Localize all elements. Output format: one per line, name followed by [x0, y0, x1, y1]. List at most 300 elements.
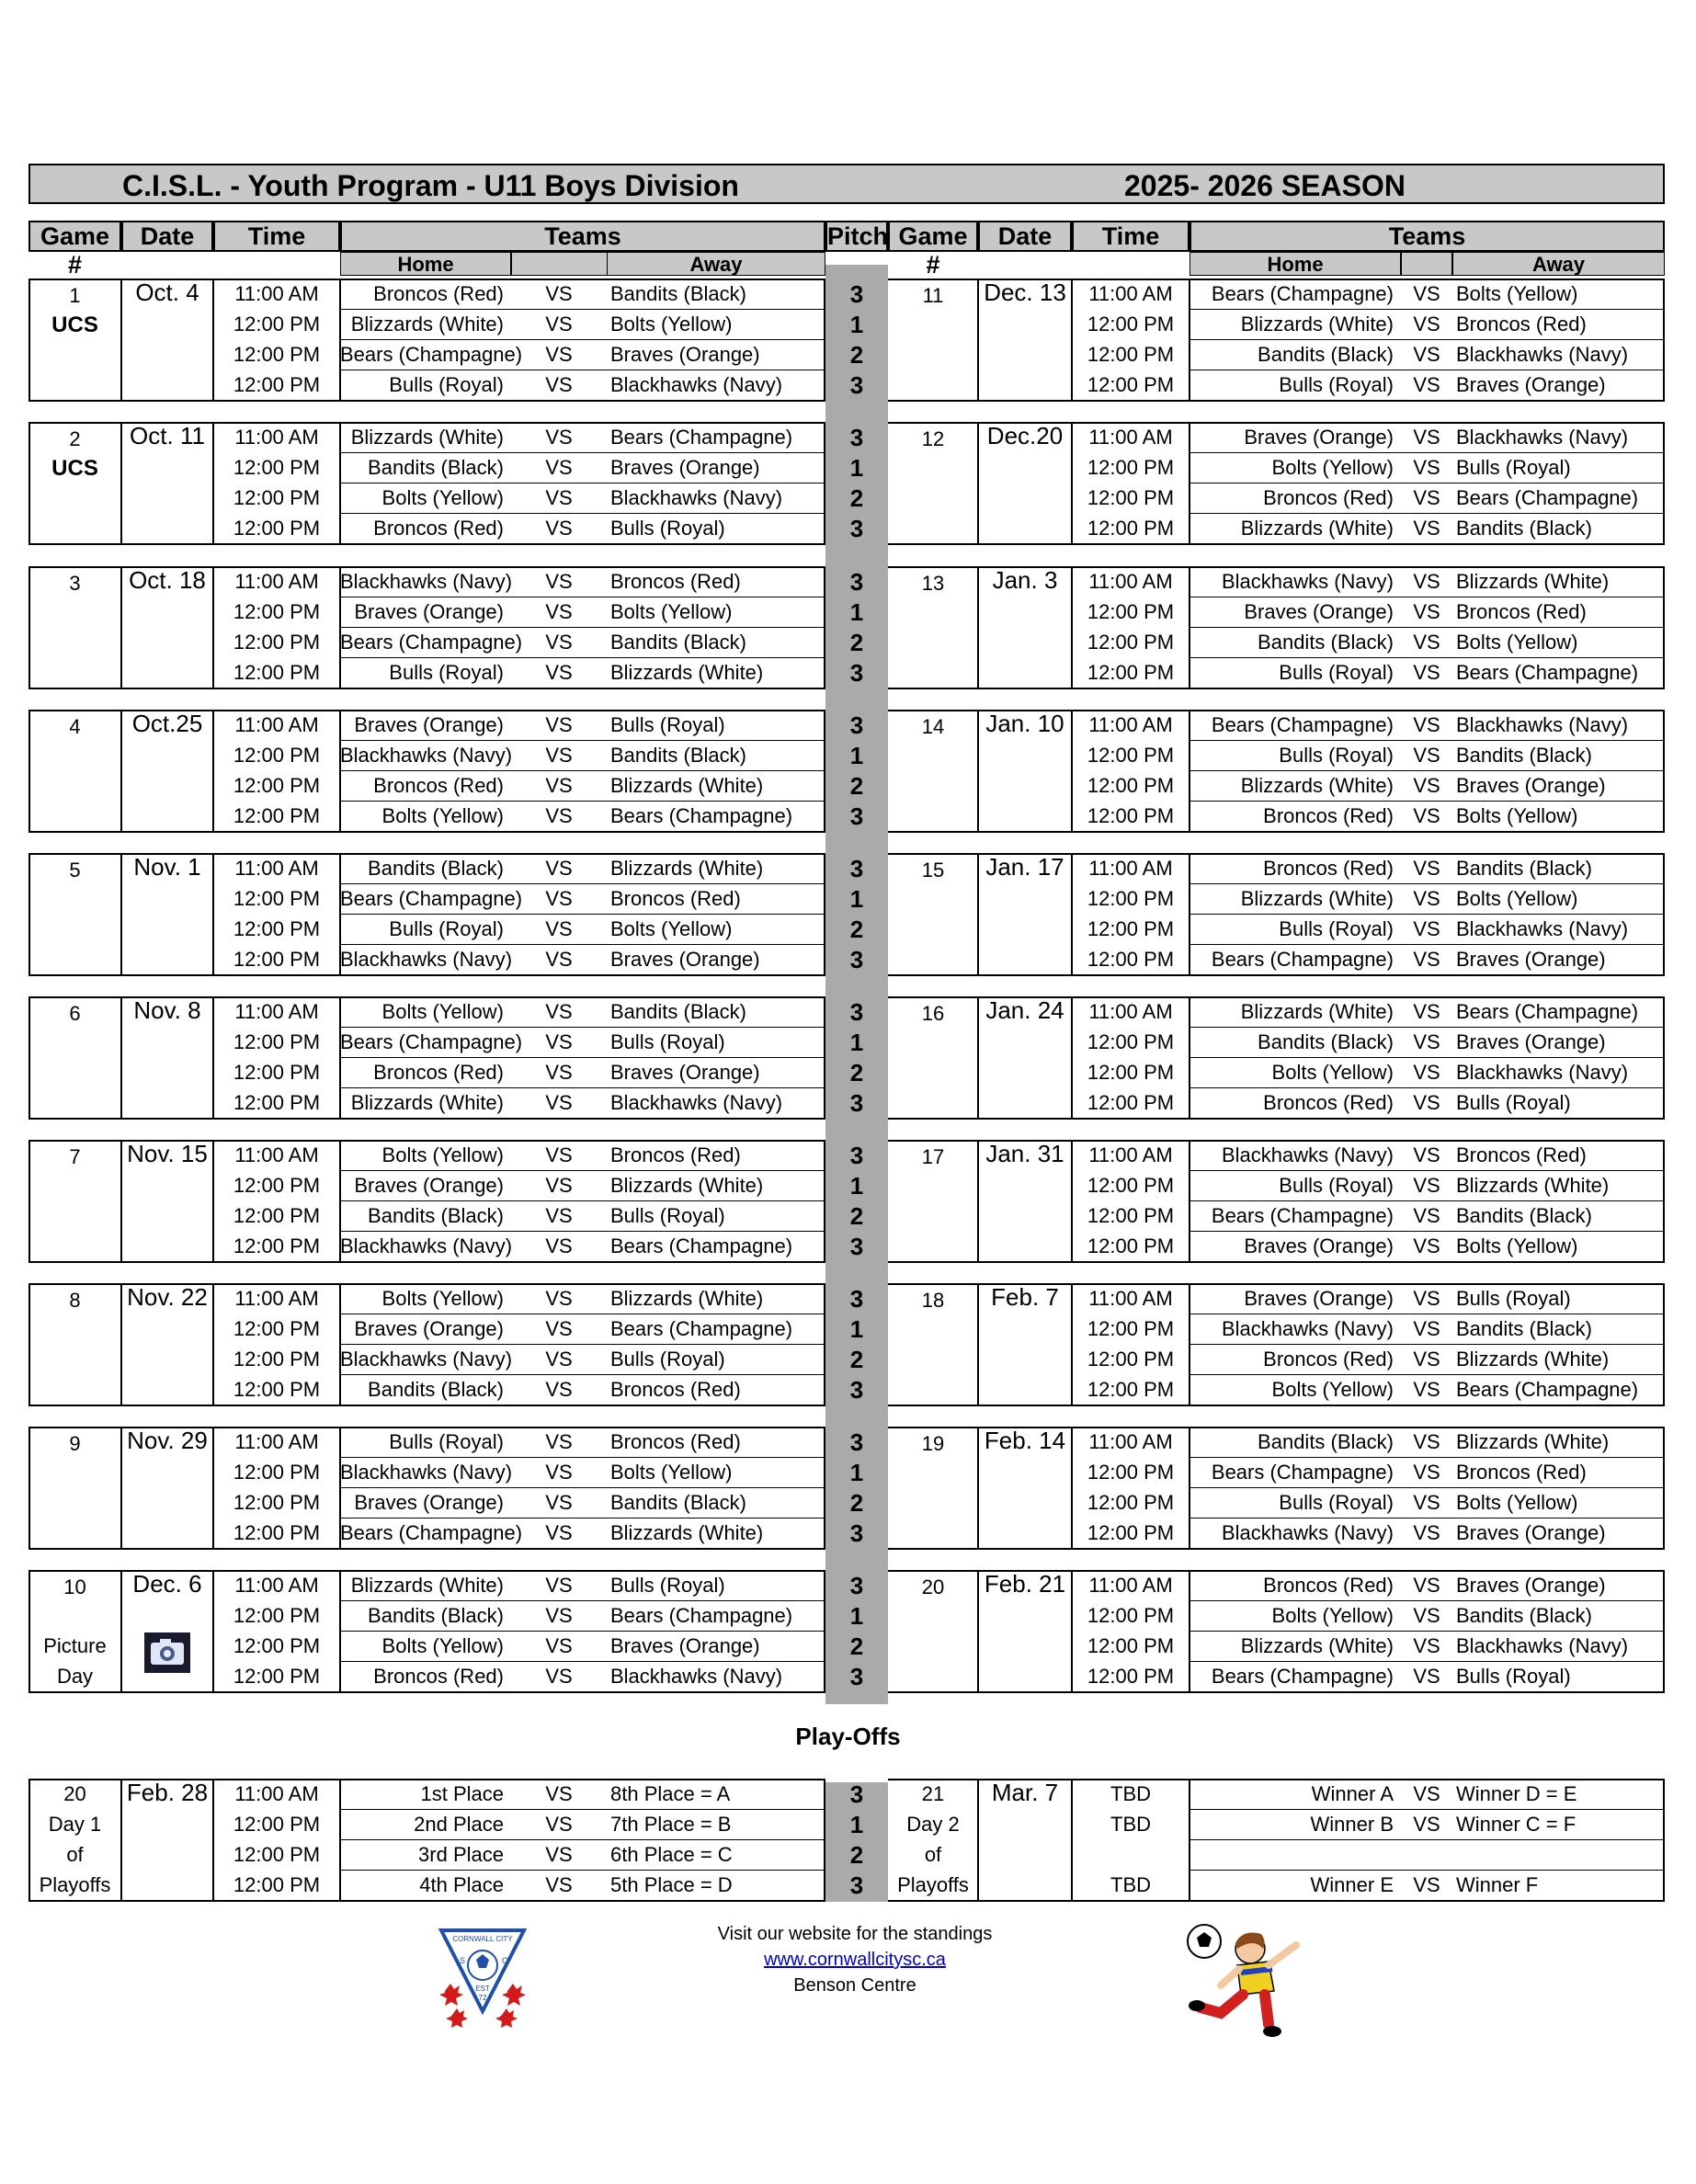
playoff-pitch-number: 1	[849, 1811, 864, 1838]
season-title: 2025- 2026 SEASON	[1124, 169, 1406, 202]
playoff-game21-away-team: Winner F	[1456, 1873, 1539, 1896]
game8-game-number: 8	[69, 1289, 81, 1312]
game2-vs-label: VS	[545, 426, 573, 449]
game3-vs-label: VS	[545, 661, 573, 684]
subheader-away-right: Away	[1452, 252, 1665, 276]
game16-home-team: Blizzards (White)	[1240, 1000, 1394, 1023]
playoff-game20-vs-label: VS	[545, 1873, 573, 1896]
pitch-number: 2	[849, 484, 864, 512]
game7-time: 12:00 PM	[233, 1174, 321, 1197]
playoff-game21-game-number: 21	[921, 1782, 945, 1805]
header-time-left: Time	[213, 221, 340, 252]
playoff-game20-vs-label: VS	[545, 1843, 573, 1866]
playoff-game20-home-team: 1st Place	[420, 1782, 504, 1805]
pitch-number: 3	[849, 1519, 864, 1547]
camera-icon	[143, 1632, 191, 1674]
pitch-number: 1	[849, 454, 864, 482]
subheader-away-left: Away	[607, 252, 825, 276]
game2-away-team: Bulls (Royal)	[610, 517, 725, 540]
game6-home-team: Bears (Champagne)	[340, 1030, 523, 1053]
game18-time: 12:00 PM	[1087, 1348, 1175, 1371]
game11-game-number: 11	[922, 284, 944, 307]
game4-away-team: Blizzards (White)	[610, 774, 764, 797]
game11-vs-label: VS	[1413, 313, 1440, 336]
game3-row-sep	[340, 657, 825, 658]
game1-vs-label: VS	[545, 343, 573, 366]
playoff-game20-home-team: 3rd Place	[418, 1843, 504, 1866]
pitch-number: 1	[849, 885, 864, 913]
game5-away-team: Braves (Orange)	[610, 948, 760, 971]
pitch-number: 3	[849, 1572, 864, 1599]
game12-row-sep	[1189, 452, 1665, 453]
game8-away-team: Blizzards (White)	[610, 1287, 764, 1310]
game5-time: 12:00 PM	[233, 948, 321, 971]
game20-row-sep	[1189, 1661, 1665, 1662]
playoff-game21-home-team: Winner B	[1310, 1813, 1394, 1836]
game5-vs-label: VS	[545, 948, 573, 971]
game18-time: 12:00 PM	[1087, 1317, 1175, 1340]
playoff-game21-vs-label: VS	[1413, 1782, 1440, 1805]
subheader-home-left: Home	[340, 252, 511, 276]
game19-vs-label: VS	[1413, 1491, 1440, 1514]
game13-time: 12:00 PM	[1087, 661, 1175, 684]
pitch-number: 3	[849, 1089, 864, 1117]
footer-venue-text: Benson Centre	[793, 1975, 916, 1996]
pitch-number: 1	[849, 1315, 864, 1343]
playoff-game20-home-team: 2nd Place	[414, 1813, 504, 1836]
game8-time: 12:00 PM	[233, 1348, 321, 1371]
game17-game-number: 17	[921, 1145, 945, 1168]
game16-time: 12:00 PM	[1087, 1030, 1175, 1053]
game5-row-sep	[340, 944, 825, 945]
game18-vs-label: VS	[1413, 1348, 1440, 1371]
playoff-pitch-number: 3	[849, 1780, 864, 1808]
game13-vs-label: VS	[1413, 570, 1440, 593]
playoff-game20-day-label: Playoffs	[39, 1873, 111, 1896]
game19-vs-label: VS	[1413, 1430, 1440, 1453]
game10-home-team: Blizzards (White)	[350, 1574, 504, 1597]
game10-game-number: 10	[63, 1575, 86, 1598]
game18-vs-label: VS	[1413, 1287, 1440, 1310]
header-game-left: Game #	[28, 221, 121, 252]
game13-time: 12:00 PM	[1087, 631, 1175, 654]
game20-vs-label: VS	[1413, 1634, 1440, 1657]
game15-time: 11:00 AM	[1088, 857, 1173, 880]
game13-time: 11:00 AM	[1088, 570, 1173, 593]
game6-away-team: Bandits (Black)	[610, 1000, 746, 1023]
game2-vs-label: VS	[545, 486, 573, 509]
game15-vs-label: VS	[1413, 948, 1440, 971]
playoff-game20-time: 12:00 PM	[233, 1813, 321, 1836]
pitch-number: 3	[849, 568, 864, 596]
game15-row-sep	[1189, 914, 1665, 915]
game17-home-team: Blackhawks (Navy)	[1221, 1143, 1394, 1166]
pitch-number: 1	[849, 1172, 864, 1200]
game16-home-team: Bandits (Black)	[1258, 1030, 1394, 1053]
game5-game-number: 5	[69, 859, 81, 882]
game6-vs-label: VS	[545, 1030, 573, 1053]
game13-away-team: Broncos (Red)	[1456, 600, 1587, 623]
game18-time: 12:00 PM	[1087, 1378, 1175, 1401]
game10-vs-label: VS	[545, 1634, 573, 1657]
game2-game-number: 2	[69, 427, 81, 450]
game6-game-number: 6	[69, 1002, 81, 1025]
game20-away-team: Bandits (Black)	[1456, 1604, 1592, 1627]
game12-vs-label: VS	[1413, 486, 1440, 509]
picture-day-note: Picture Day	[43, 1634, 107, 1688]
game6-away-team: Blackhawks (Navy)	[610, 1091, 783, 1114]
game8-vs-label: VS	[545, 1287, 573, 1310]
header-time-right: Time	[1072, 221, 1189, 252]
game8-home-team: Bolts (Yellow)	[381, 1287, 504, 1310]
game2-away-team: Blackhawks (Navy)	[610, 486, 783, 509]
game15-home-team: Bears (Champagne)	[1211, 948, 1394, 971]
pitch-number: 3	[849, 855, 864, 882]
game20-time: 12:00 PM	[1087, 1604, 1175, 1627]
game11-row-sep	[1189, 339, 1665, 340]
game4-row-sep	[340, 770, 825, 771]
game9-time: 12:00 PM	[233, 1521, 321, 1544]
game20-away-team: Blackhawks (Navy)	[1456, 1634, 1629, 1657]
game14-away-team: Bandits (Black)	[1456, 744, 1592, 767]
game20-time: 12:00 PM	[1087, 1665, 1175, 1688]
game18-away-team: Bulls (Royal)	[1456, 1287, 1571, 1310]
game14-time: 12:00 PM	[1087, 744, 1175, 767]
game14-row-sep	[1189, 740, 1665, 741]
pitch-number: 1	[849, 1602, 864, 1630]
game13-home-team: Braves (Orange)	[1244, 600, 1394, 623]
game12-away-team: Bears (Champagne)	[1456, 486, 1639, 509]
game11-vs-label: VS	[1413, 373, 1440, 396]
game12-time: 12:00 PM	[1087, 456, 1175, 479]
game9-home-team: Bulls (Royal)	[389, 1430, 504, 1453]
game19-vs-label: VS	[1413, 1461, 1440, 1484]
game16-row-sep	[1189, 1057, 1665, 1058]
game1-time: 12:00 PM	[233, 373, 321, 396]
game11-away-team: Braves (Orange)	[1456, 373, 1606, 396]
game12-home-team: Braves (Orange)	[1244, 426, 1394, 449]
playoff-game21-home-team: Winner A	[1311, 1782, 1394, 1805]
game9-home-team: Bears (Champagne)	[340, 1521, 523, 1544]
playoff-game20-time: 12:00 PM	[233, 1873, 321, 1896]
game10-vs-label: VS	[545, 1665, 573, 1688]
game3-game-number: 3	[69, 572, 81, 595]
pitch-number: 3	[849, 802, 864, 830]
game10-time: 12:00 PM	[233, 1604, 321, 1627]
pitch-number: 3	[849, 711, 864, 739]
game8-time: 12:00 PM	[233, 1317, 321, 1340]
game13-row-sep	[1189, 627, 1665, 628]
game18-time: 11:00 AM	[1088, 1287, 1173, 1310]
game17-vs-label: VS	[1413, 1204, 1440, 1227]
game4-date: Oct.25	[131, 710, 203, 737]
pitch-number: 1	[849, 311, 864, 338]
game1-home-team: Bears (Champagne)	[340, 343, 523, 366]
game19-away-team: Broncos (Red)	[1456, 1461, 1587, 1484]
game4-home-team: Blackhawks (Navy)	[340, 744, 513, 767]
game5-away-team: Broncos (Red)	[610, 887, 741, 910]
game19-home-team: Bulls (Royal)	[1279, 1491, 1394, 1514]
pitch-number: 2	[849, 629, 864, 656]
game9-time: 12:00 PM	[233, 1491, 321, 1514]
game16-time: 12:00 PM	[1087, 1091, 1175, 1114]
game19-row-sep	[1189, 1457, 1665, 1458]
pitch-number: 3	[849, 659, 864, 687]
game18-date: Feb. 7	[991, 1283, 1059, 1311]
game4-home-team: Broncos (Red)	[373, 774, 504, 797]
game20-home-team: Broncos (Red)	[1263, 1574, 1394, 1597]
pitch-number: 3	[849, 280, 864, 308]
game19-row-sep	[1189, 1487, 1665, 1488]
game16-vs-label: VS	[1413, 1030, 1440, 1053]
game13-vs-label: VS	[1413, 631, 1440, 654]
pitch-number: 3	[849, 1376, 864, 1404]
game3-away-team: Bandits (Black)	[610, 631, 746, 654]
game18-row-sep	[1189, 1374, 1665, 1375]
game3-home-team: Braves (Orange)	[354, 600, 504, 623]
game7-row-sep	[340, 1170, 825, 1171]
game10-home-team: Bolts (Yellow)	[381, 1634, 504, 1657]
pitch-number: 2	[849, 341, 864, 369]
game8-vs-label: VS	[545, 1317, 573, 1340]
game8-date: Nov. 22	[127, 1283, 208, 1311]
game16-vs-label: VS	[1413, 1091, 1440, 1114]
game15-away-team: Bolts (Yellow)	[1456, 887, 1578, 910]
game12-home-team: Blizzards (White)	[1240, 517, 1394, 540]
game11-home-team: Bulls (Royal)	[1279, 373, 1394, 396]
game20-time: 12:00 PM	[1087, 1634, 1175, 1657]
game10-row-sep	[340, 1631, 825, 1632]
game5-vs-label: VS	[545, 857, 573, 880]
game11-home-team: Bandits (Black)	[1258, 343, 1394, 366]
game18-vs-label: VS	[1413, 1317, 1440, 1340]
game2-time: 12:00 PM	[233, 456, 321, 479]
game10-home-team: Broncos (Red)	[373, 1665, 504, 1688]
game6-time: 11:00 AM	[234, 1000, 319, 1023]
game6-row-sep	[340, 1087, 825, 1088]
game5-time: 11:00 AM	[234, 857, 319, 880]
playoff-game20-game-number: 20	[63, 1782, 86, 1805]
game15-time: 12:00 PM	[1087, 948, 1175, 971]
game4-vs-label: VS	[545, 774, 573, 797]
game12-vs-label: VS	[1413, 517, 1440, 540]
subheader-vs-gap-right	[1401, 252, 1452, 276]
game17-time: 11:00 AM	[1088, 1143, 1173, 1166]
game9-row-sep	[340, 1518, 825, 1519]
website-link[interactable]: www.cornwallcitysc.ca	[764, 1950, 946, 1970]
game11-date: Dec. 13	[984, 279, 1066, 306]
game3-date: Oct. 18	[129, 566, 206, 594]
game8-away-team: Bears (Champagne)	[610, 1317, 793, 1340]
game6-vs-label: VS	[545, 1091, 573, 1114]
game11-time: 12:00 PM	[1087, 313, 1175, 336]
playoffs-heading: Play-Offs	[795, 1723, 901, 1750]
playoff-pitch-number: 3	[849, 1871, 864, 1899]
game13-home-team: Blackhawks (Navy)	[1221, 570, 1394, 593]
club-crest-logo	[432, 1927, 533, 2035]
game16-home-team: Bolts (Yellow)	[1271, 1061, 1394, 1084]
game20-vs-label: VS	[1413, 1604, 1440, 1627]
game20-away-team: Bulls (Royal)	[1456, 1665, 1571, 1688]
game1-vs-label: VS	[545, 373, 573, 396]
game16-vs-label: VS	[1413, 1061, 1440, 1084]
game4-time: 12:00 PM	[233, 744, 321, 767]
game12-away-team: Bandits (Black)	[1456, 517, 1592, 540]
game19-time: 12:00 PM	[1087, 1491, 1175, 1514]
game18-away-team: Bandits (Black)	[1456, 1317, 1592, 1340]
game9-home-team: Blackhawks (Navy)	[340, 1461, 513, 1484]
playoff-game20-row-sep	[340, 1870, 825, 1871]
playoff-game20-row-sep	[340, 1839, 825, 1840]
game4-away-team: Bulls (Royal)	[610, 713, 725, 736]
game6-time: 12:00 PM	[233, 1091, 321, 1114]
game12-date: Dec.20	[986, 422, 1064, 449]
game8-home-team: Bandits (Black)	[368, 1378, 504, 1401]
game1-vs-label: VS	[545, 282, 573, 305]
playoff-game20-row-sep	[340, 1809, 825, 1810]
game20-home-team: Bears (Champagne)	[1211, 1665, 1394, 1688]
game7-home-team: Blackhawks (Navy)	[340, 1234, 513, 1257]
pitch-number: 3	[849, 1663, 864, 1690]
playoff-game21-away-team: Winner C = F	[1456, 1813, 1576, 1836]
game12-home-team: Broncos (Red)	[1263, 486, 1394, 509]
game9-vs-label: VS	[545, 1461, 573, 1484]
game20-game-number: 20	[921, 1575, 945, 1598]
game16-date: Jan. 24	[985, 996, 1064, 1024]
game12-away-team: Blackhawks (Navy)	[1456, 426, 1629, 449]
game3-time: 11:00 AM	[234, 570, 319, 593]
game14-home-team: Blizzards (White)	[1240, 774, 1394, 797]
pitch-number: 3	[849, 371, 864, 399]
game14-date: Jan. 10	[985, 710, 1064, 737]
pitch-number: 1	[849, 598, 864, 626]
game11-time: 12:00 PM	[1087, 343, 1175, 366]
game16-away-team: Braves (Orange)	[1456, 1030, 1606, 1053]
game19-row-sep	[1189, 1518, 1665, 1519]
game20-date: Feb. 21	[984, 1570, 1066, 1598]
game19-game-number: 19	[921, 1432, 945, 1455]
game14-time: 12:00 PM	[1087, 804, 1175, 827]
game6-row-sep	[340, 1057, 825, 1058]
game16-vs-label: VS	[1413, 1000, 1440, 1023]
game19-date: Feb. 14	[984, 1427, 1066, 1454]
pitch-number: 1	[849, 1459, 864, 1486]
game1-game-number: 1	[69, 284, 81, 307]
game5-time: 12:00 PM	[233, 917, 321, 940]
playoff-game21-day-label: Day 2	[906, 1813, 960, 1836]
game4-away-team: Bears (Champagne)	[610, 804, 793, 827]
pitch-number: 3	[849, 1142, 864, 1169]
game18-home-team: Braves (Orange)	[1244, 1287, 1394, 1310]
game6-vs-label: VS	[545, 1061, 573, 1084]
game5-row-sep	[340, 883, 825, 884]
game6-away-team: Bulls (Royal)	[610, 1030, 725, 1053]
game6-time: 12:00 PM	[233, 1030, 321, 1053]
game18-away-team: Blizzards (White)	[1456, 1348, 1610, 1371]
pitch-number: 2	[849, 772, 864, 800]
pitch-number: 3	[849, 1285, 864, 1313]
game6-date: Nov. 8	[133, 996, 201, 1024]
game17-home-team: Braves (Orange)	[1244, 1234, 1394, 1257]
game20-row-sep	[1189, 1631, 1665, 1632]
game17-date: Jan. 31	[985, 1140, 1064, 1167]
game12-vs-label: VS	[1413, 456, 1440, 479]
game7-home-team: Braves (Orange)	[354, 1174, 504, 1197]
game15-time: 12:00 PM	[1087, 917, 1175, 940]
playoff-game20-away-team: 8th Place = A	[610, 1782, 731, 1805]
game2-time: 11:00 AM	[234, 426, 319, 449]
game5-home-team: Blackhawks (Navy)	[340, 948, 513, 971]
game3-vs-label: VS	[545, 570, 573, 593]
game15-away-team: Blackhawks (Navy)	[1456, 917, 1629, 940]
game7-away-team: Broncos (Red)	[610, 1143, 741, 1166]
game8-row-sep	[340, 1374, 825, 1375]
game15-home-team: Bulls (Royal)	[1279, 917, 1394, 940]
game16-away-team: Bulls (Royal)	[1456, 1091, 1571, 1114]
header-teams-right: Teams	[1189, 221, 1665, 252]
game7-away-team: Bears (Champagne)	[610, 1234, 793, 1257]
playoff-game21-row-sep	[1189, 1809, 1665, 1810]
game11-row-sep	[1189, 309, 1665, 310]
game1-home-team: Bulls (Royal)	[389, 373, 504, 396]
game17-home-team: Bears (Champagne)	[1211, 1204, 1394, 1227]
game9-away-team: Broncos (Red)	[610, 1430, 741, 1453]
game2-vs-label: VS	[545, 456, 573, 479]
game14-away-team: Braves (Orange)	[1456, 774, 1606, 797]
game18-home-team: Broncos (Red)	[1263, 1348, 1394, 1371]
game7-home-team: Bandits (Black)	[368, 1204, 504, 1227]
playoff-game21-day-label: Playoffs	[897, 1873, 969, 1896]
subheader-home-right: Home	[1189, 252, 1401, 276]
game4-vs-label: VS	[545, 744, 573, 767]
playoff-game21-home-team: Winner E	[1310, 1873, 1394, 1896]
playoff-game21-time: TBD	[1110, 1813, 1151, 1836]
game9-date: Nov. 29	[127, 1427, 208, 1454]
game15-game-number: 15	[921, 859, 945, 882]
game13-away-team: Blizzards (White)	[1456, 570, 1610, 593]
game15-date: Jan. 17	[985, 853, 1064, 881]
game19-vs-label: VS	[1413, 1521, 1440, 1544]
game7-time: 12:00 PM	[233, 1234, 321, 1257]
game3-row-sep	[340, 627, 825, 628]
game7-away-team: Bulls (Royal)	[610, 1204, 725, 1227]
game13-vs-label: VS	[1413, 661, 1440, 684]
ucs-note: UCS	[51, 456, 98, 481]
game17-away-team: Bolts (Yellow)	[1456, 1234, 1578, 1257]
footer	[662, 1921, 1048, 1998]
game20-time: 11:00 AM	[1088, 1574, 1173, 1597]
game7-row-sep	[340, 1200, 825, 1201]
game13-time: 12:00 PM	[1087, 600, 1175, 623]
game9-game-number: 9	[69, 1432, 81, 1455]
game12-time: 12:00 PM	[1087, 517, 1175, 540]
game8-row-sep	[340, 1344, 825, 1345]
game5-home-team: Bulls (Royal)	[389, 917, 504, 940]
game11-home-team: Bears (Champagne)	[1211, 282, 1394, 305]
game8-away-team: Bulls (Royal)	[610, 1348, 725, 1371]
pitch-number: 1	[849, 1029, 864, 1056]
game17-away-team: Blizzards (White)	[1456, 1174, 1610, 1197]
game2-home-team: Blizzards (White)	[350, 426, 504, 449]
game6-home-team: Broncos (Red)	[373, 1061, 504, 1084]
game18-vs-label: VS	[1413, 1378, 1440, 1401]
header-pitch: Pitch	[827, 222, 889, 250]
playoff-game21-vs-label: VS	[1413, 1873, 1440, 1896]
game5-home-team: Bandits (Black)	[368, 857, 504, 880]
game19-away-team: Braves (Orange)	[1456, 1521, 1606, 1544]
crest-text-est: EST	[475, 1985, 490, 1993]
game9-time: 11:00 AM	[234, 1430, 319, 1453]
